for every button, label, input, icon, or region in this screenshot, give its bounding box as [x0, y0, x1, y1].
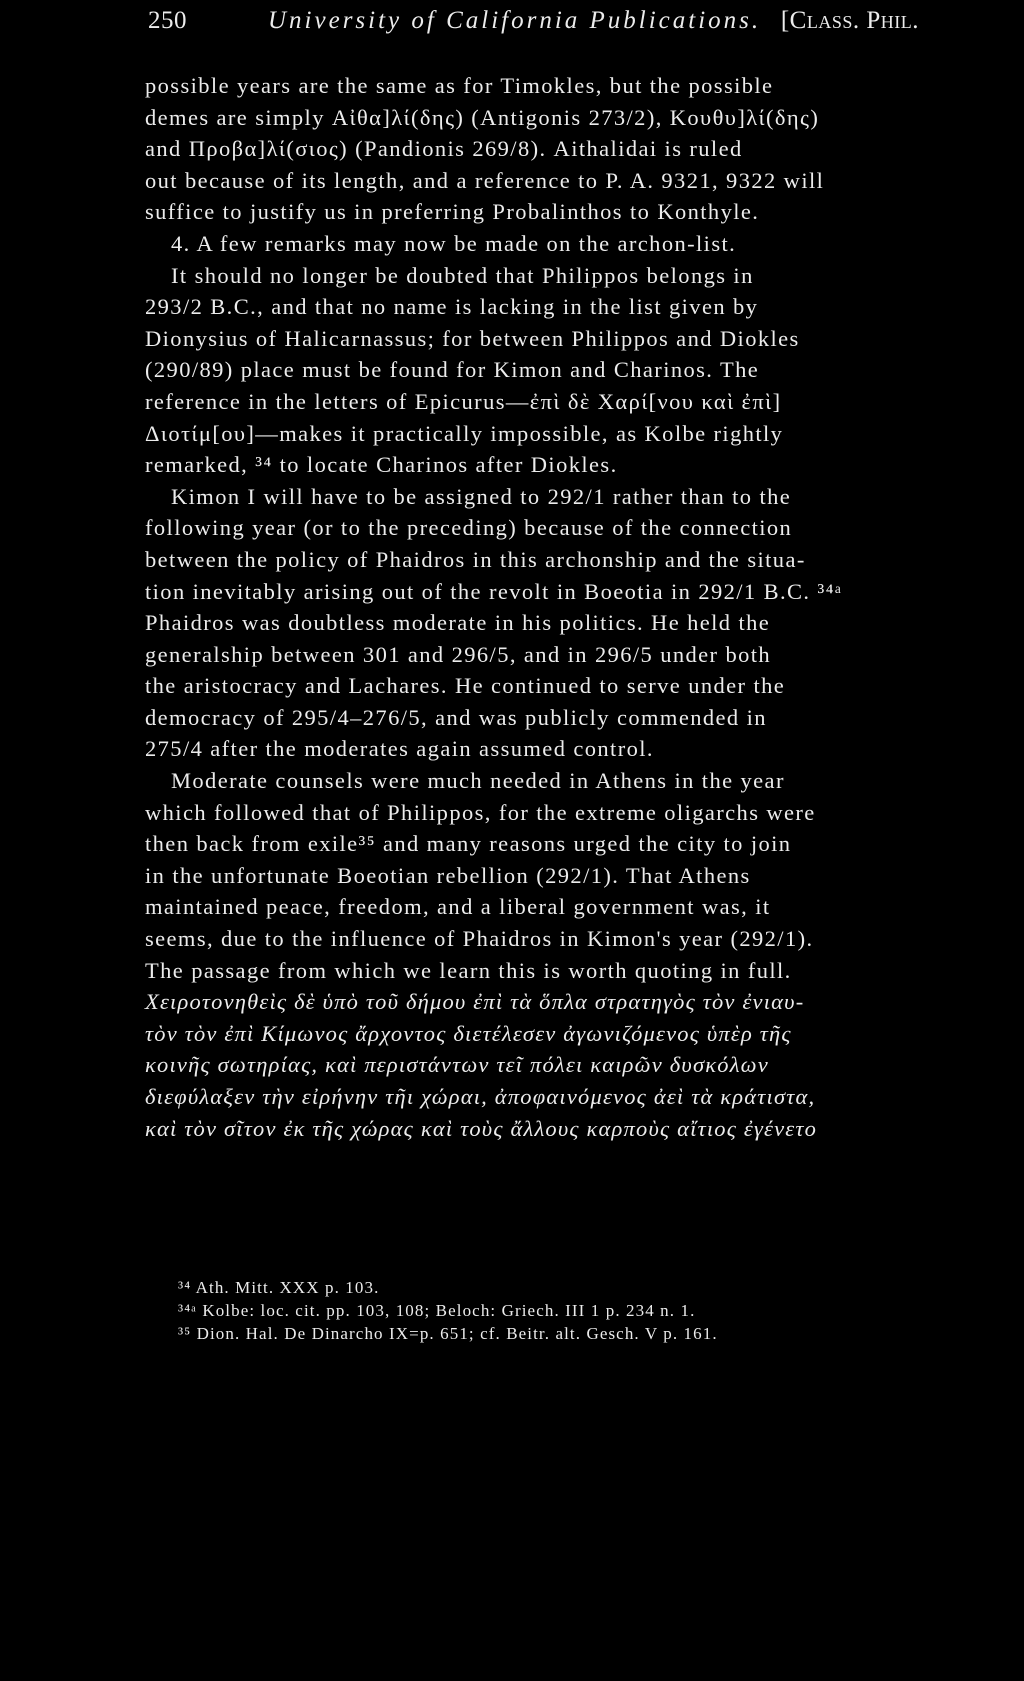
text-line: (290/89) place must be found for Kimon and Charinos. The — [145, 357, 760, 383]
text-line: reference in the letters of Epicurus—ἐπὶ δὲ Χαρί[νου καὶ ἐπὶ] — [145, 388, 782, 414]
footnote: ³⁵ Dion. Hal. De Dinarcho IX=p. 651; cf. Beitr. alt. Gesch. V p. 161. — [178, 1324, 718, 1343]
text-line: following year (or to the preceding) because of the connection — [145, 515, 793, 541]
text-line: maintained peace, freedom, and a liberal government was, it — [145, 894, 771, 920]
text-line: remarked, ³⁴ to locate Charinos after Diokles. — [145, 452, 618, 478]
text-line: and Προβα]λί(σιος) (Pandionis 269/8). Aithalidai is ruled — [145, 136, 743, 162]
text-line: Kimon I will have to be assigned to 292/1 rather than to the — [171, 483, 792, 509]
text-line: Dionysius of Halicarnassus; for between Philippos and Diokles — [145, 325, 800, 351]
prose-block — [145, 70, 925, 986]
greek-line: τὸν τὸν ἐπὶ Κίμωνος ἄρχοντος διετέλεσεν ἀγωνιζόμενος ὑπὲρ τῆς — [145, 1020, 792, 1046]
text-line: which followed that of Philippos, for the extreme oligarchs were — [145, 799, 816, 825]
text-line: tion inevitably arising out of the revolt in Boeotia in 292/1 B.C. ³⁴ᵃ — [145, 578, 843, 604]
greek-quotation — [145, 986, 925, 1144]
text-line: Phaidros was doubtless moderate in his politics. He held the — [145, 610, 771, 636]
running-title: University of California Publications. — [268, 7, 762, 34]
text-line: the aristocracy and Lachares. He continued to serve under the — [145, 673, 786, 699]
footnotes — [178, 1276, 938, 1345]
body-text — [145, 70, 925, 1144]
text-line: 275/4 after the moderates again assumed control. — [145, 736, 654, 762]
text-line: generalship between 301 and 296/5, and in 296/5 under both — [145, 641, 772, 667]
text-line: Διοτίμ[ου]—makes it practically impossible, as Kolbe rightly — [145, 420, 784, 446]
greek-line: Χειροτονηθεὶς δὲ ὑπὸ τοῦ δήμου ἐπὶ τὰ ὅπλα στρατηγὸς τὸν ἐνιαυ- — [145, 989, 805, 1015]
page-number: 250 — [148, 7, 187, 34]
text-line: Moderate counsels were much needed in Athens in the year — [171, 768, 785, 794]
greek-line: καὶ τὸν σῖτον ἐκ τῆς χώρας καὶ τοὺς ἄλλους καρποὺς αἴτιος ἐγένετο — [145, 1115, 818, 1141]
text-line: possible years are the same as for Timokles, but the possible — [145, 73, 774, 98]
text-line: between the policy of Phaidros in this archonship and the situa- — [145, 546, 806, 572]
text-line: seems, due to the influence of Phaidros in Kimon's year (292/1). — [145, 926, 814, 952]
footnote: ³⁴ Ath. Mitt. XXX p. 103. — [178, 1278, 380, 1297]
class-label: [Class. Phil. — [780, 7, 919, 34]
text-line: democracy of 295/4–276/5, and was publicly commended in — [145, 704, 767, 730]
text-line: demes are simply Αἰθα]λί(δης) (Antigonis 273/2), Κουθυ]λί(δης) — [145, 104, 820, 130]
text-line: 293/2 B.C., and that no name is lacking in the list given by — [145, 294, 759, 320]
footnote: ³⁴ᵃ Kolbe: loc. cit. pp. 103, 108; Beloch: Griech. III 1 p. 234 n. 1. — [178, 1301, 696, 1320]
text-line: suffice to justify us in preferring Probalinthos to Konthyle. — [145, 199, 760, 225]
text-line: out because of its length, and a reference to P. A. 9321, 9322 will — [145, 167, 825, 193]
text-line: It should no longer be doubted that Philippos belongs in — [171, 262, 754, 288]
running-header — [140, 6, 919, 36]
greek-line: κοινῆς σωτηρίας, καὶ περιστάντων τεῖ πόλει καιρῶν δυσκόλων — [145, 1052, 769, 1078]
text-line: 4. A few remarks may now be made on the archon-list. — [171, 230, 737, 256]
text-line: The passage from which we learn this is worth quoting in full. — [145, 957, 792, 983]
text-line: in the unfortunate Boeotian rebellion (292/1). That Athens — [145, 862, 751, 888]
text-line: then back from exile³⁵ and many reasons urged the city to join — [145, 831, 792, 857]
greek-line: διεφύλαξεν τὴν εἰρήνην τῆι χώραι, ἀποφαινόμενος ἀεὶ τὰ κράτιστα, — [145, 1084, 816, 1109]
